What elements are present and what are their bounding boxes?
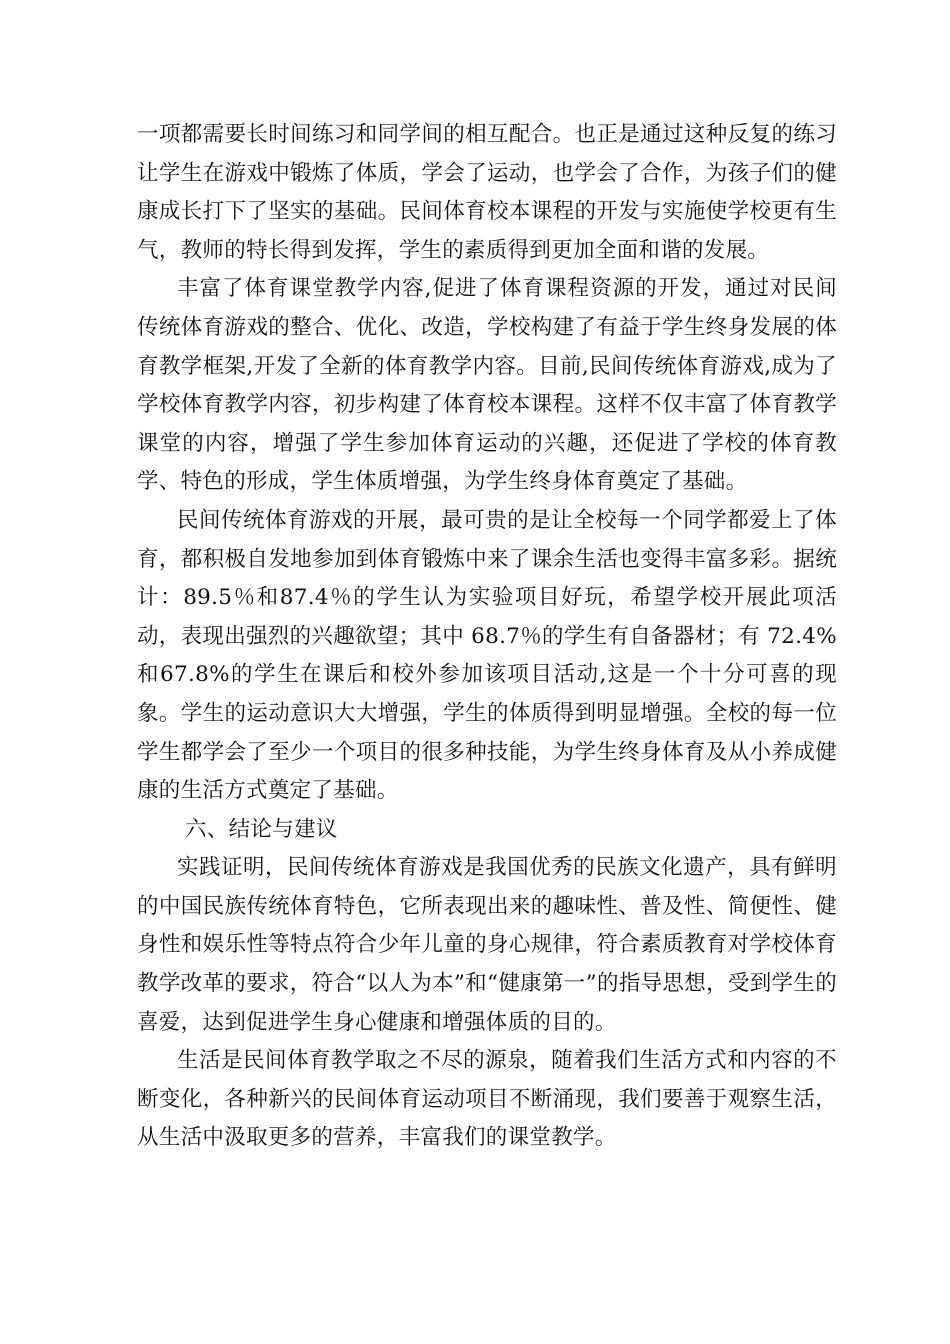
document-body — [137, 116, 837, 1158]
section-heading-conclusion: 六、结论与建议 — [185, 816, 338, 842]
paragraph-suggestion: 生活是民间体育教学取之不尽的源泉，随着我们生活方式和内容的不断变化，各种新兴的民间体育运动项目不断涌现，我们要善于观察生活，从生活中汲取更多的营养，丰富我们的课堂教学。 — [137, 1048, 837, 1151]
paragraph-statistics: 民间传统体育游戏的开展，最可贵的是让全校每一个同学都爱上了体育，都积极自发地参加到体育锻炼中来了课余生活也变得丰富多彩。据统计：89.5％和87.4％的学生认为实验项目好玩，希望学校开展此项活动，表现出强烈的兴趣欲望；其中 68.7％的学生有自备器材；有 72.4%和67.8%的学生在课后和校外参加该项目活动,这是一个十分可喜的现象。学生的运动意识大大增强，学生的体质得到明显增强。全校的每一位学生都学会了至少一个项目的很多种技能，为学生终身体育及从小养成健康的生活方式奠定了基础。 — [137, 507, 837, 804]
paragraph-curriculum-enrichment: 丰富了体育课堂教学内容,促进了体育课程资源的开发，通过对民间传统体育游戏的整合、优化、改造，学校构建了有益于学生终身发展的体育教学框架,开发了全新的体育教学内容。目前,民间传统体育游戏,成为了学校体育教学内容，初步构建了体育校本课程。这样不仅丰富了体育教学课堂的内容，增强了学生参加体育运动的兴趣，还促进了学校的体育教学、特色的形成，学生体质增强，为学生终身体育奠定了基础。 — [137, 276, 837, 495]
paragraph-continuation: 一项都需要长时间练习和同学间的相互配合。也正是通过这种反复的练习让学生在游戏中锻炼了体质，学会了运动，也学会了合作，为孩子们的健康成长打下了坚实的基础。民间体育校本课程的开发与实施使学校更有生气，教师的特长得到发挥，学生的素质得到更加全面和谐的发展。 — [137, 122, 837, 263]
paragraph-conclusion: 实践证明，民间传统体育游戏是我国优秀的民族文化遗产，具有鲜明的中国民族传统体育特色，它所表现出来的趣味性、普及性、简便性、健身性和娱乐性等特点符合少年儿童的身心规律，符合素质教育对学校体育教学改革的要求，符合“以人为本”和“健康第一”的指导思想，受到学生的喜爱，达到促进学生身心健康和增强体质的目的。 — [137, 855, 837, 1035]
